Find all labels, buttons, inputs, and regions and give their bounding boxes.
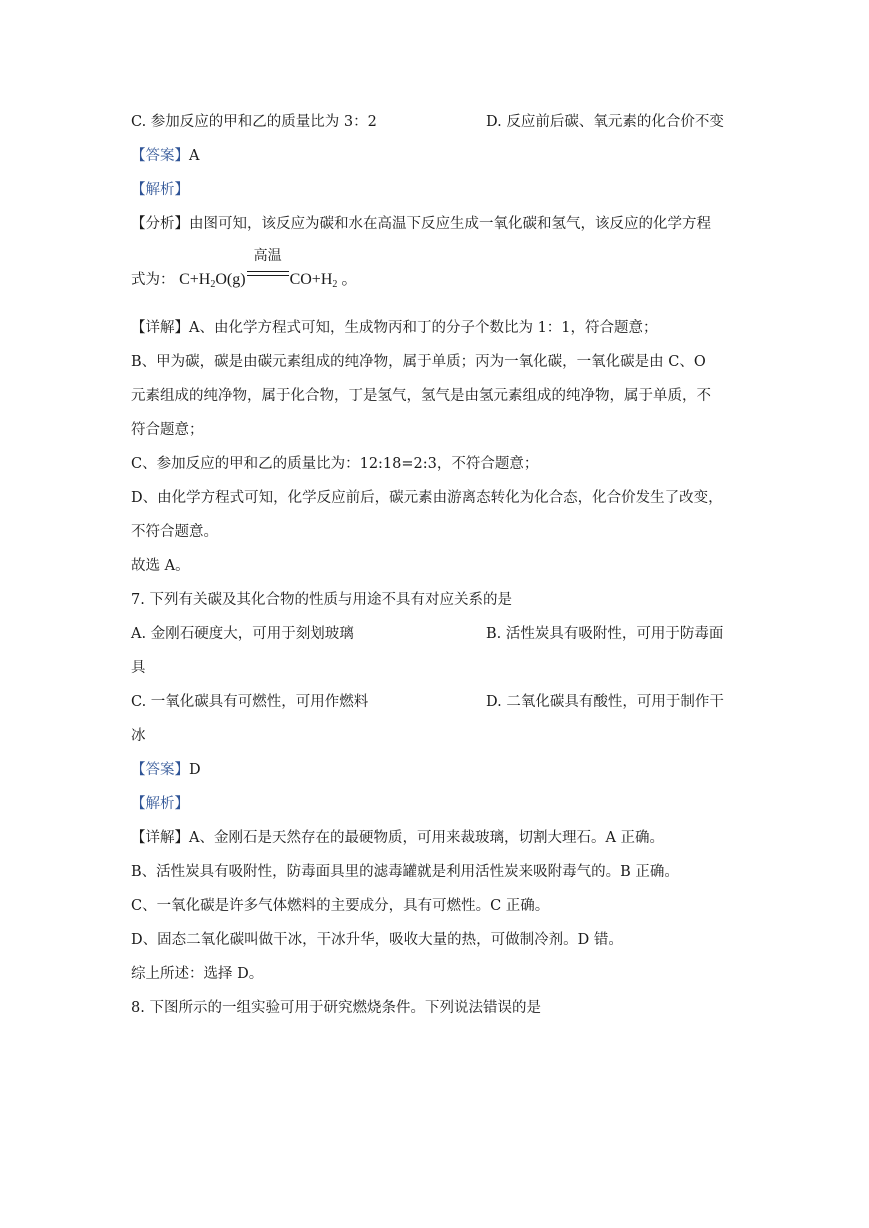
- q7-option-a: A. 金刚石硬度大，可用于刻划玻璃: [131, 626, 354, 642]
- q7-option-d: D. 二氧化碳具有酸性，可用于制作干: [486, 694, 724, 710]
- q7-answer: [131, 760, 201, 780]
- fenxi-text: 由图可知，该反应为碳和水在高温下反应生成一氧化碳和氢气，该反应的化学方程: [189, 216, 711, 232]
- chemical-equation: [179, 248, 358, 290]
- q6-detail-b2: 元素组成的纯净物，属于化合物，丁是氢气，氢气是由氢元素组成的纯净物，属于单质，不: [131, 388, 711, 404]
- q6-formula-line: [131, 248, 358, 290]
- q6-fenxi: [131, 214, 711, 234]
- reaction-arrow: [247, 248, 289, 284]
- q7-option-row-2: [131, 692, 724, 712]
- q7-option-b-cont: 具: [131, 660, 146, 676]
- q7-option-c: C. 一氧化碳具有可燃性，可用作燃料: [131, 694, 369, 710]
- q7-analysis-tag: 【解析】: [131, 796, 189, 812]
- detail-a-text: A、金刚石是天然存在的最硬物质，可用来裁玻璃，切割大理石。A 正确。: [189, 830, 665, 846]
- q7-detail-a: [131, 828, 664, 848]
- q7-summary: 综上所述：选择 D。: [131, 966, 264, 982]
- xiangjie-tag: 【详解】: [131, 830, 189, 846]
- reaction-condition: 高温: [253, 248, 282, 264]
- q7-detail-b: B、活性炭具有吸附性，防毒面具里的滤毒罐就是利用活性炭来吸附毒气的。B 正确。: [131, 864, 679, 880]
- q6-detail-a: [131, 318, 658, 338]
- answer-value: D: [189, 762, 201, 778]
- answer-tag: 【答案】: [131, 762, 189, 778]
- answer-tag: 【答案】: [131, 148, 189, 164]
- q6-detail-b1: B、甲为碳，碳是由碳元素组成的纯净物，属于单质；丙为一氧化碳，一氧化碳是由 C、O: [131, 354, 706, 370]
- detail-a-text: A、由化学方程式可知，生成物丙和丁的分子个数比为 1：1，符合题意；: [189, 320, 658, 336]
- q6-detail-b3: 符合题意；: [131, 422, 204, 438]
- formula-rhs-sub: 2: [332, 279, 338, 290]
- q7-option-d-cont: 冰: [131, 728, 146, 744]
- q6-detail-c: C、参加反应的甲和乙的质量比为：12:18=2:3，不符合题意；: [131, 456, 539, 472]
- q6-conclusion: 故选 A。: [131, 558, 190, 574]
- formula-lhs-b: O(g): [215, 271, 246, 288]
- q7-detail-d: D、固态二氧化碳叫做干冰，干冰升华，吸收大量的热，可做制冷剂。D 错。: [131, 932, 623, 948]
- q7-detail-c: C、一氧化碳是许多气体燃料的主要成分，具有可燃性。C 正确。: [131, 898, 550, 914]
- xiangjie-tag: 【详解】: [131, 320, 189, 336]
- formula-end: 。: [341, 271, 358, 288]
- q6-option-c-row: [131, 112, 724, 132]
- q6-detail-d2: 不符合题意。: [131, 524, 218, 540]
- q7-stem: 7. 下列有关碳及其化合物的性质与用途不具有对应关系的是: [131, 592, 512, 608]
- fenxi-tag: 【分析】: [131, 216, 189, 232]
- formula-prefix: 式为：: [131, 272, 175, 288]
- q6-option-d: D. 反应前后碳、氧元素的化合价不变: [486, 114, 724, 130]
- formula-rhs-a: CO+H: [289, 271, 333, 288]
- q6-option-c: C. 参加反应的甲和乙的质量比为 3：2: [131, 114, 377, 130]
- q6-answer: [131, 146, 199, 166]
- q8-stem: 8. 下图所示的一组实验可用于研究燃烧条件。下列说法错误的是: [131, 1000, 541, 1016]
- formula-lhs-a: C+H: [179, 271, 211, 288]
- formula-lhs-sub: 2: [210, 279, 216, 290]
- answer-value: A: [189, 148, 200, 164]
- q7-option-b: B. 活性炭具有吸附性，可用于防毒面: [486, 626, 724, 642]
- q6-analysis-tag: 【解析】: [131, 182, 189, 198]
- q6-detail-d1: D、由化学方程式可知，化学反应前后，碳元素由游离态转化为化合态，化合价发生了改变，: [131, 490, 723, 506]
- q7-option-row-1: [131, 624, 724, 644]
